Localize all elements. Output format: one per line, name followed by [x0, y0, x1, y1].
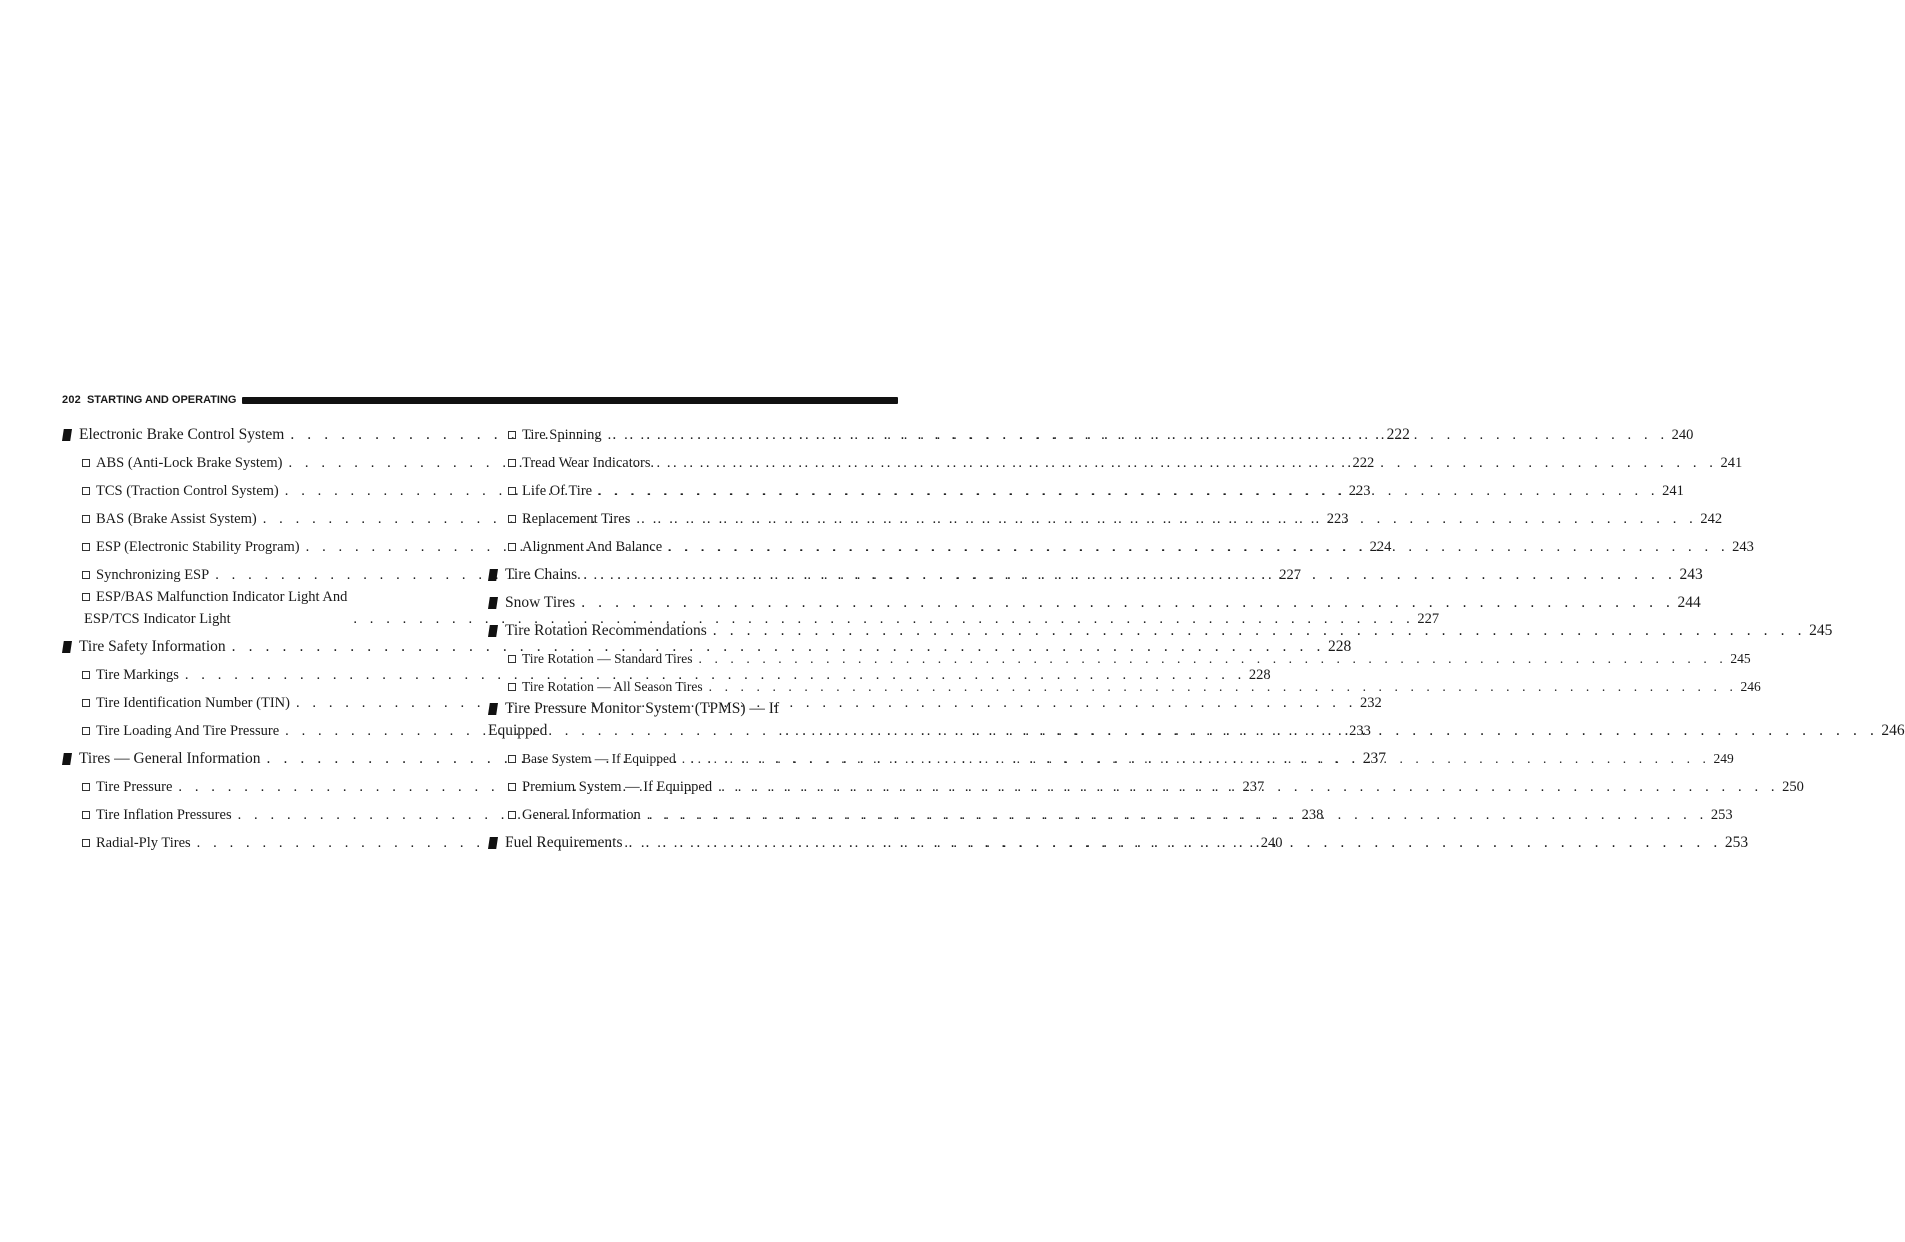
toc-entry-label: BAS (Brake Assist System) — [96, 511, 257, 527]
toc-entry-page: 244 — [1677, 594, 1701, 611]
checkbox-icon — [82, 543, 90, 551]
dot-leader — [581, 592, 1674, 614]
page-header — [62, 392, 898, 408]
toc-entry-page: 246 — [1881, 722, 1905, 739]
toc-entry-page: 237 — [1362, 750, 1387, 767]
checkbox-icon — [508, 459, 516, 467]
section-title: STARTING AND OPERATING — [86, 394, 237, 406]
toc-entry-page: 232 — [1359, 695, 1382, 711]
toc-entry-page: 237 — [1242, 779, 1265, 795]
dot-leader — [713, 620, 1806, 642]
toc-entry-label: Tire Markings — [96, 667, 179, 683]
toc-entry-page: 240 — [1671, 427, 1694, 443]
toc-entry-label: Base System — If Equipped — [522, 751, 676, 766]
toc-entry-page: 249 — [1713, 751, 1734, 766]
section-bullet-icon — [62, 429, 72, 441]
checkbox-icon — [82, 487, 90, 495]
section-bullet-icon — [488, 837, 498, 849]
toc-entry-label: Alignment And Balance — [522, 539, 663, 555]
toc-entry-label: Premium System — If Equipped — [522, 779, 713, 795]
dot-leader — [636, 508, 1697, 530]
toc-entry-label: Tire Rotation — Standard Tires — [522, 651, 693, 666]
toc-entry-label: Radial-Ply Tires — [96, 835, 191, 851]
dot-leader — [699, 648, 1728, 670]
toc-entry-label: Tire Safety Information — [79, 638, 226, 655]
checkbox-icon — [508, 811, 516, 819]
toc-entry-page: 246 — [1740, 679, 1761, 694]
toc-entry-page: 238 — [1301, 807, 1324, 823]
checkbox-icon — [82, 783, 90, 791]
toc-entry-label: Tread Wear Indicators — [522, 455, 651, 471]
dot-leader — [718, 776, 1779, 798]
dot-leader — [657, 452, 1718, 474]
checkbox-icon — [82, 727, 90, 735]
toc-entry-page: 240 — [1260, 835, 1283, 851]
dot-leader — [583, 564, 1676, 586]
toc-entry-page: 227 — [1279, 567, 1301, 583]
checkbox-icon — [508, 487, 516, 495]
section-bullet-icon — [62, 753, 72, 765]
toc-entry-label: Tire Inflation Pressures — [96, 807, 232, 823]
toc-entry-label: Tire Pressure — [96, 779, 173, 795]
toc-entry-page: 233 — [1349, 723, 1371, 739]
toc-entry-label: Synchronizing ESP — [96, 567, 210, 583]
toc-entry-label: Life Of Tire — [522, 483, 593, 499]
dot-leader — [629, 832, 1722, 854]
section-bullet-icon — [62, 641, 72, 653]
page-number: 202 — [62, 394, 81, 406]
checkbox-icon — [508, 431, 516, 439]
toc-entry-label: Snow Tires — [505, 594, 576, 611]
toc-entry-page: 250 — [1782, 779, 1804, 795]
toc-entry-page: 245 — [1809, 622, 1833, 639]
checkbox-icon — [508, 515, 516, 523]
toc-entry-label: Tire Loading And Tire Pressure — [96, 723, 280, 739]
checkbox-icon — [82, 699, 90, 707]
checkbox-icon — [82, 839, 90, 847]
toc-entry-page: 227 — [1417, 611, 1440, 627]
toc-entry-page: 241 — [1720, 455, 1743, 471]
toc-entry-label: TCS (Traction Control System) — [96, 483, 279, 499]
dot-leader — [647, 804, 1708, 826]
toc-entry-label: Fuel Requirements — [505, 834, 623, 851]
checkbox-icon — [508, 683, 516, 691]
toc-entry-label-line2: Equipped — [488, 722, 548, 739]
checkbox-icon — [508, 755, 516, 763]
toc-entry-page: 228 — [1248, 667, 1271, 683]
toc-entry-page: 241 — [1662, 483, 1684, 499]
toc-entry-page: 223 — [1348, 483, 1371, 499]
toc-entry-label-line2: ESP/TCS Indicator Light — [84, 611, 231, 627]
toc-entry-page: 243 — [1732, 539, 1754, 555]
toc-entry-label: ESP (Electronic Stability Program) — [96, 539, 300, 555]
toc-entry-label: General Information — [522, 807, 641, 823]
toc-entry-label: Tire Chains — [505, 566, 578, 583]
checkbox-icon — [82, 571, 90, 579]
checkbox-icon — [82, 671, 90, 679]
checkbox-icon — [508, 543, 516, 551]
section-bullet-icon — [488, 569, 498, 581]
toc-entry-page: 245 — [1730, 651, 1751, 666]
toc-entry-label: Tires — General Information — [79, 750, 261, 767]
toc-entry-label: Tire Rotation — All Season Tires — [522, 679, 703, 694]
checkbox-icon — [82, 459, 90, 467]
dot-leader — [709, 676, 1738, 698]
toc-entry-page: 243 — [1679, 566, 1703, 583]
toc-entry-label: ABS (Anti-Lock Brake System) — [96, 455, 283, 471]
toc-entry-label-line1: ESP/BAS Malfunction Indicator Light And — [96, 589, 348, 605]
toc-entry-label: Tire Rotation Recommendations — [505, 622, 707, 639]
toc-entry[interactable] — [488, 586, 1701, 614]
toc-entry-label: Tire Spinning — [522, 427, 602, 443]
dot-leader — [785, 720, 1878, 742]
toc-entry-page: 253 — [1724, 834, 1749, 851]
toc-entry-page: 242 — [1700, 511, 1723, 527]
section-bullet-icon — [488, 597, 498, 609]
checkbox-icon — [508, 783, 516, 791]
toc-entry-page: 222 — [1352, 455, 1375, 471]
toc-entry-page: 253 — [1710, 807, 1733, 823]
toc-entry-page: 224 — [1369, 539, 1392, 555]
toc-entry-label: Replacement Tires — [522, 511, 631, 527]
checkbox-icon — [508, 655, 516, 663]
dot-leader — [598, 480, 1659, 502]
toc-entry-page: 223 — [1326, 511, 1349, 527]
toc-entry-label: Tire Identification Number (TIN) — [96, 695, 290, 711]
dot-leader — [682, 748, 1711, 770]
toc-entry-page: 222 — [1386, 426, 1410, 443]
checkbox-icon — [82, 515, 90, 523]
header-rule — [242, 397, 898, 404]
toc-entry-label: Electronic Brake Control System — [79, 426, 285, 443]
toc-entry-page: 228 — [1327, 638, 1352, 655]
dot-leader — [668, 536, 1729, 558]
section-bullet-icon — [488, 625, 498, 637]
toc-entry-label-line1: Tire Pressure Monitor System (TPMS) — If — [505, 700, 780, 717]
checkbox-icon — [82, 811, 90, 819]
dot-leader — [608, 424, 1669, 446]
